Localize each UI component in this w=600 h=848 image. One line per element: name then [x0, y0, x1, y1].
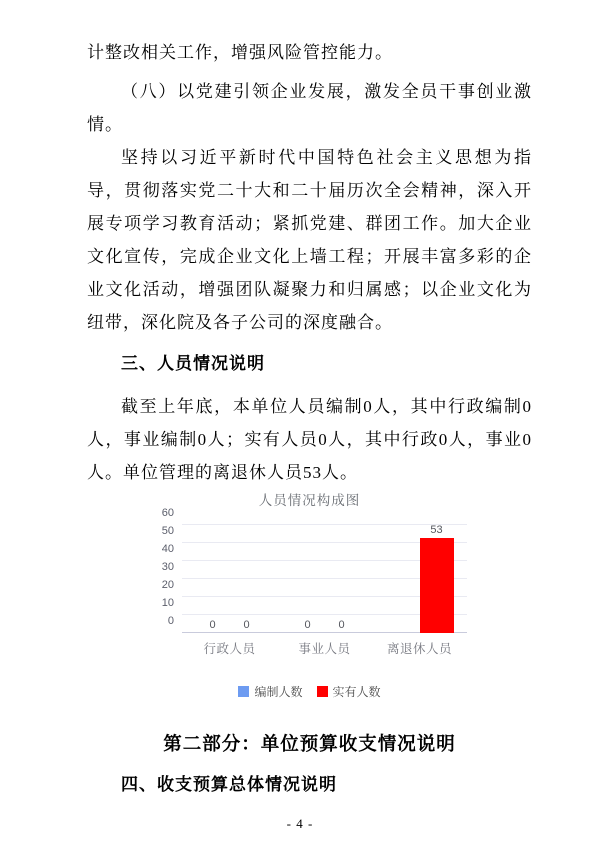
- bar-实有人数-离退休人员: [420, 538, 454, 633]
- ytick-label-30: 30: [161, 561, 174, 573]
- section-heading-budget-overview: 四、收支预算总体情况说明: [121, 775, 337, 794]
- chart-xaxis-labels: [182, 639, 467, 657]
- paragraph-continuation: 计整改相关工作，增强风险管控能力。: [87, 43, 393, 62]
- chart-legend: [152, 683, 467, 700]
- bar-slot-实有人数-行政人员: [230, 618, 264, 633]
- ytick-label-50: 50: [161, 525, 174, 537]
- bar-slot-实有人数-离退休人员: [420, 523, 454, 633]
- chart-plot-wrap: [152, 507, 467, 633]
- bar-value-label: 0: [209, 619, 216, 631]
- bar-value-label: 53: [430, 523, 443, 536]
- bar-group-事业人员: [277, 525, 372, 633]
- bar-groups: [182, 525, 467, 633]
- bar-group-行政人员: [182, 525, 277, 633]
- legend-swatch-icon: [317, 686, 328, 697]
- page-number: - 4 -: [286, 816, 314, 831]
- paragraph-party-building: 坚持以习近平新时代中国特色社会主义思想为指导，贯彻落实党二十大和二十届历次全会精神，深入开展专项学习教育活动；紧抓党建、群团工作。加大企业文化宣传，完成企业文化上墙工程；开展丰富多彩的企业文化活动，增强团队凝聚力和归属感；以企业文化为纽带，深化院及各子公司的深度融合。: [87, 148, 532, 332]
- ytick-label-0: 0: [167, 615, 174, 627]
- xaxis-label-事业人员: 事业人员: [298, 642, 351, 656]
- xaxis-label-行政人员: 行政人员: [203, 642, 256, 656]
- ytick-label-10: 10: [161, 597, 174, 609]
- paragraph-personnel-numbers: 截至上年底，本单位人员编制0人，其中行政编制0人，事业编制0人；实有人员0人，其中行政0人，事业0人。单位管理的离退休人员53人。: [87, 397, 532, 482]
- bar-group-离退休人员: [372, 525, 467, 633]
- section-heading-personnel: 三、人员情况说明: [121, 354, 265, 373]
- paragraph-item-8: （八）以党建引领企业发展，激发全员干事创业激情。: [87, 82, 532, 134]
- bar-value-label: 0: [304, 619, 311, 631]
- legend-swatch-icon: [238, 686, 249, 697]
- chart-plot-area: [161, 507, 467, 633]
- legend-label: 实有人数: [332, 685, 381, 699]
- bar-value-label: 0: [243, 619, 250, 631]
- ytick-label-40: 40: [161, 543, 174, 555]
- ytick-label-60: 60: [161, 507, 174, 519]
- legend-item-编制人数: [238, 683, 302, 700]
- chart-title: 人员情况构成图: [258, 493, 361, 508]
- part2-title: 第二部分：单位预算收支情况说明: [163, 735, 456, 755]
- ytick-label-20: 20: [161, 579, 174, 591]
- legend-item-实有人数: [317, 683, 381, 700]
- bar-value-label: 0: [338, 619, 345, 631]
- legend-label: 编制人数: [254, 685, 303, 699]
- xaxis-label-离退休人员: 离退休人员: [386, 642, 452, 656]
- bar-slot-编制人数-离退休人员: [386, 632, 420, 633]
- bar-slot-实有人数-事业人员: [325, 618, 359, 633]
- bar-slot-编制人数-事业人员: [291, 618, 325, 633]
- bar-slot-编制人数-行政人员: [196, 618, 230, 633]
- personnel-bar-chart: [152, 491, 467, 700]
